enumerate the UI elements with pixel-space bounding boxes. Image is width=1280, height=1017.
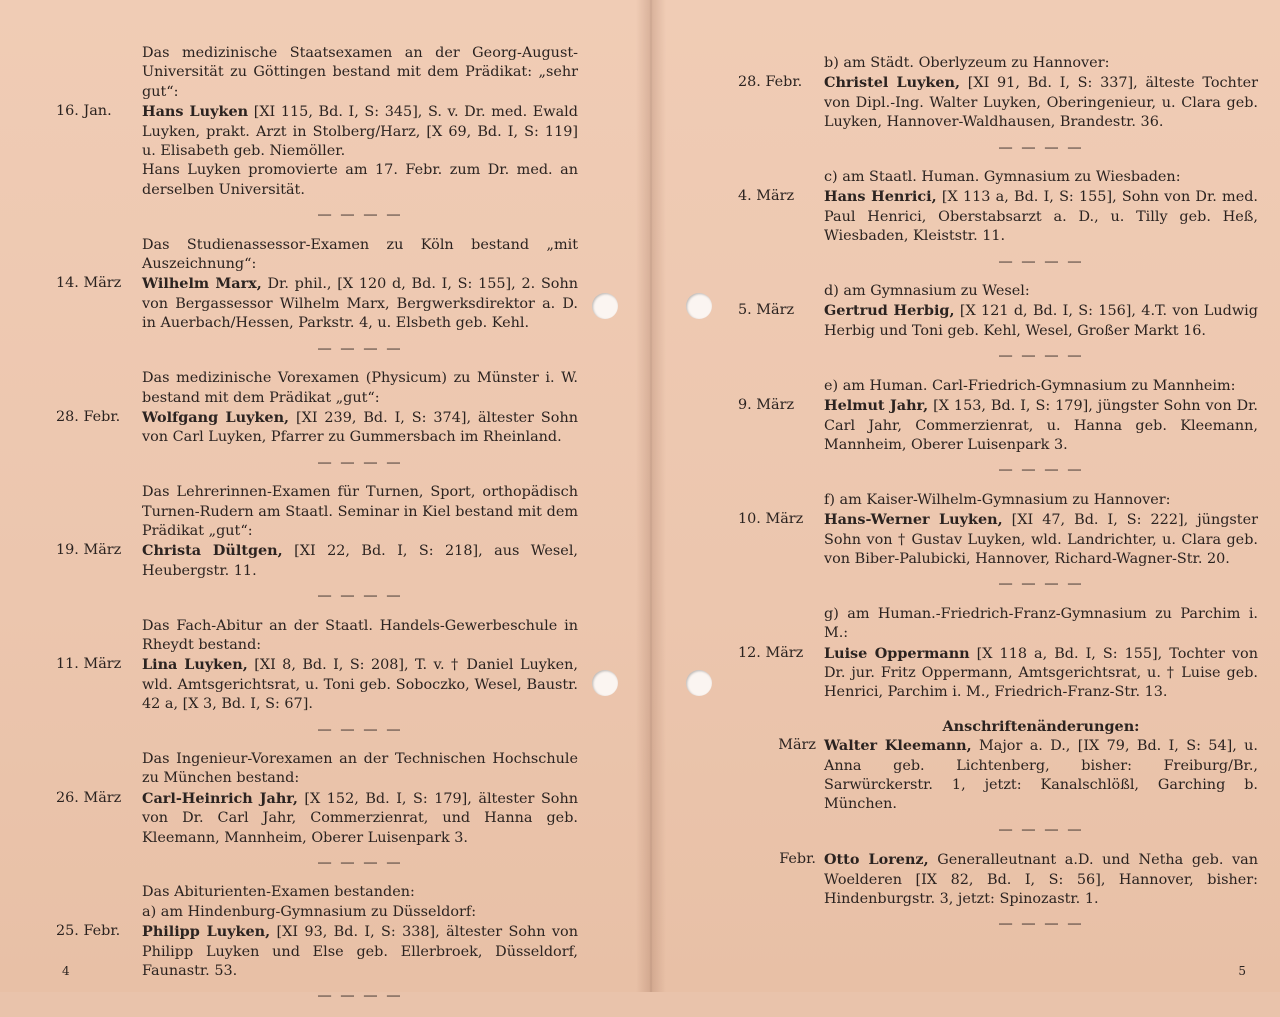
section-heading: Das Studienassessor-Examen zu Köln bestand „mit Auszeichnung“:: [142, 236, 578, 273]
entry-date: 26. März: [56, 789, 122, 806]
section-heading: Das Fach-Abitur an der Staatl. Handels-Gewerbeschule in Rheydt bestand:: [142, 617, 578, 653]
section-heading: e) am Human. Carl-Friedrich-Gymnasium zu Mannheim:: [824, 377, 1236, 394]
list-item: [738, 510, 1258, 569]
entry-date: 16. Jan.: [56, 103, 112, 120]
entry-details: Major a. D., [IX 79, Bd. I, S: 54], u. Anna geb. Lichtenberg, bisher: Freiburg/Br., Sarwürckerstr. 1, jetzt: Kanalschlößl, Garching b. München.: [824, 738, 1258, 813]
section-heading: c) am Staatl. Human. Gymnasium zu Wiesbaden:: [824, 169, 1181, 186]
page-number: 5: [1238, 964, 1246, 978]
section-heading: Das medizinische Staatsexamen an der Georg-August-Universität zu Göttingen bestand mit dem Prädikat: „sehr gut“:: [142, 45, 578, 100]
separator: — — — —: [998, 462, 1084, 479]
entry-text: [824, 301, 1258, 341]
entry-name: Carl-Heinrich Jahr,: [142, 789, 298, 807]
section-heading: Das Abiturienten-Examen bestanden:: [142, 884, 415, 901]
entry-note: Hans Luyken promovierte am 17. Febr. zum Dr. med. an derselben Universität.: [142, 162, 578, 198]
entry-details: [XI 239, Bd. I, S: 374], ältester Sohn von Carl Luyken, Pfarrer zu Gummersbach im Rheinland.: [142, 409, 578, 446]
entry-name: Hans Henrici,: [824, 188, 937, 206]
entry-name: Luise Oppermann: [824, 644, 970, 662]
entry-date: 25. Febr.: [56, 923, 121, 940]
list-item: [738, 73, 1258, 132]
list-item: [56, 541, 578, 581]
list-item: [738, 301, 1258, 341]
list-item: [56, 408, 578, 448]
list-item: [56, 922, 578, 981]
section-subheading: a) am Hindenburg-Gymnasium zu Düsseldorf:: [142, 903, 477, 920]
entry-date: 28. Febr.: [738, 74, 803, 91]
entry-name: Christel Luyken,: [824, 74, 961, 92]
entry-name: Christa Dültgen,: [142, 542, 283, 560]
entry-name: Wilhelm Marx,: [142, 275, 262, 293]
section-heading: b) am Städt. Oberlyzeum zu Hannover:: [824, 55, 1110, 71]
section-heading: Das Lehrerinnen-Examen für Turnen, Sport, orthopädisch Turnen-Rudern am Staatl. Seminar in Kiel bestand mit dem Prädikat „gut“:: [142, 484, 578, 539]
list-item: [56, 789, 578, 848]
section-heading: d) am Gymnasium zu Wesel:: [824, 283, 1030, 300]
right-page-content: [738, 54, 1258, 945]
entry-text: [824, 187, 1258, 246]
entry-text: [142, 408, 578, 448]
list-item: [56, 274, 578, 333]
entry-name: Hans-Werner Luyken,: [824, 511, 1003, 529]
separator: — — — —: [317, 855, 403, 872]
entry-name: Helmut Jahr,: [824, 397, 929, 415]
section-heading: Das Ingenieur-Vorexamen an der Technischen Hochschule zu München bestand:: [142, 751, 578, 787]
entry-details: [X 152, Bd. I, S: 179], ältester Sohn von Dr. Carl Jahr, Commerzienrat, und Hanna geb. Kleemann, Mannheim, Oberer Luisenpark 3.: [142, 790, 578, 846]
entry-text: [824, 396, 1258, 455]
entry-date: 10. März: [738, 511, 804, 528]
separator: — — — —: [317, 988, 403, 1005]
entry-details: [X 153, Bd. I, S: 179], jüngster Sohn von Dr. Carl Jahr, Commerzienrat, u. Hanna geb. Kleemann, Mannheim, Oberer Luisenpark 3.: [824, 398, 1258, 453]
list-item: [738, 396, 1258, 455]
list-item: [738, 736, 1258, 815]
entry-details: [X 113 a, Bd. I, S: 155], Sohn von Dr. med. Paul Henrici, Oberstabsarzt a. D., u. Tilly geb. Heß, Wiesbaden, Kleiststr. 11.: [824, 189, 1259, 245]
entry-text: [142, 274, 578, 333]
punch-hole: [686, 293, 712, 319]
entry-text: [142, 541, 578, 581]
entry-date: 9. März: [738, 397, 795, 414]
separator: — — — —: [998, 576, 1084, 593]
separator: — — — —: [998, 821, 1084, 838]
entry-text: [824, 73, 1258, 132]
address-changes-heading: Anschriftenänderungen:: [942, 717, 1140, 735]
list-item: [56, 655, 578, 714]
entry-date: 11. März: [56, 656, 122, 673]
entry-name: Otto Lorenz,: [824, 851, 929, 869]
entry-date: März: [778, 737, 816, 754]
entry-text: [824, 850, 1258, 909]
entry-name: Wolfgang Luyken,: [142, 408, 290, 426]
spacer: [738, 703, 1258, 711]
entry-date: 12. März: [738, 644, 804, 661]
separator: — — — —: [998, 916, 1084, 933]
entry-name: Lina Luyken,: [142, 656, 248, 674]
entry-date: Febr.: [779, 851, 816, 868]
entry-details: [XI 47, Bd. I, S: 222], jüngster Sohn von † Gustav Luyken, wld. Landrichter, u. Clara geb. von Biber-Palubicki, Hannover, Richard-Wagner-Str. 20.: [824, 512, 1258, 567]
punch-hole: [592, 670, 618, 696]
entry-text: [824, 510, 1258, 569]
punch-hole: [686, 670, 712, 696]
left-page-content: [56, 44, 578, 1017]
entry-name: Philipp Luyken,: [142, 923, 271, 941]
separator: — — — —: [317, 588, 403, 605]
entry-details: [X 121 d, Bd. I, S: 156], 4.T. von Ludwig Herbig und Toni geb. Kehl, Wesel, Großer Markt 16.: [824, 303, 1258, 339]
entry-text: [824, 736, 1258, 815]
list-item: [738, 850, 1258, 909]
separator: — — — —: [317, 207, 403, 224]
separator: — — — —: [317, 340, 403, 357]
list-item: [738, 187, 1258, 246]
list-item: [738, 644, 1258, 703]
entry-details: Generalleutnant a.D. und Netha geb. van Woelderen [IX 82, Bd. I, S: 56], Hannover, bisher: Hindenburgstr. 3, jetzt: Spinozastr. 1.: [824, 852, 1258, 908]
right-page: [650, 0, 1280, 992]
section-heading: f) am Kaiser-Wilhelm-Gymnasium zu Hannover:: [824, 491, 1171, 508]
book-gutter: [636, 0, 666, 992]
entry-date: 5. März: [738, 302, 795, 319]
entry-date: 4. März: [738, 188, 795, 205]
separator: — — — —: [998, 139, 1084, 156]
separator: — — — —: [998, 253, 1084, 270]
entry-name: Hans Luyken: [142, 103, 249, 121]
entry-date: 28. Febr.: [56, 408, 121, 425]
entry-details: [XI 115, Bd. I, S: 345], S. v. Dr. med. Ewald Luyken, prakt. Arzt in Stolberg/Harz, [X 69, Bd. I, S: 119] u. Elisabeth geb. Niemöller.: [142, 104, 578, 160]
entry-details: Dr. phil., [X 120 d, Bd. I, S: 155], 2. Sohn von Bergassessor Wilhelm Marx, Bergwerksdirektor a. D. in Auerbach/Hessen, Parkstr. 4, u. Elsbeth geb. Kehl.: [142, 276, 579, 332]
separator: — — — —: [317, 454, 403, 471]
separator: — — — —: [998, 348, 1084, 365]
separator: — — — —: [317, 721, 403, 738]
punch-hole: [592, 293, 618, 319]
entry-text: [142, 922, 578, 981]
section-heading: g) am Human.-Friedrich-Franz-Gymnasium zu Parchim i. M.:: [824, 605, 1258, 642]
entry-text: [142, 789, 578, 848]
entry-details: [XI 91, Bd. I, S: 337], älteste Tochter von Dipl.-Ing. Walter Luyken, Oberingenieur, u. Clara geb. Luyken, Hannover-Waldhausen, Brandestr. 36.: [824, 75, 1258, 131]
entry-details: [XI 22, Bd. I, S: 218], aus Wesel, Heubergstr. 11.: [142, 543, 578, 579]
entry-details: [XI 8, Bd. I, S: 208], T. v. † Daniel Luyken, wld. Amtsgerichtsrat, u. Toni geb. Soboczko, Wesel, Baustr. 42 a, [X 3, Bd. I, S: 67].: [142, 657, 578, 713]
entry-date: 19. März: [56, 542, 122, 559]
entry-details: [X 118 a, Bd. I, S: 155], Tochter von Dr. jur. Fritz Oppermann, Amtsgerichtsrat, u. † Luise geb. Henrici, Parchim i. M., Friedrich-Franz-Str. 13.: [824, 645, 1258, 701]
list-item: [56, 102, 578, 161]
entry-text: [142, 655, 578, 714]
entry-name: Walter Kleemann,: [824, 737, 972, 755]
entry-details: [XI 93, Bd. I, S: 338], ältester Sohn von Philipp Luyken und Else geb. Ellerbroek, Düsseldorf, Faunastr. 53.: [142, 924, 578, 980]
entry-text: [142, 102, 578, 161]
entry-name: Gertrud Herbig,: [824, 302, 955, 320]
entry-date: 14. März: [56, 275, 122, 292]
entry-text: [824, 644, 1258, 703]
page-number: 4: [62, 964, 70, 978]
section-heading: Das medizinische Vorexamen (Physicum) zu Münster i. W. bestand mit dem Prädikat „gut“:: [142, 370, 578, 406]
